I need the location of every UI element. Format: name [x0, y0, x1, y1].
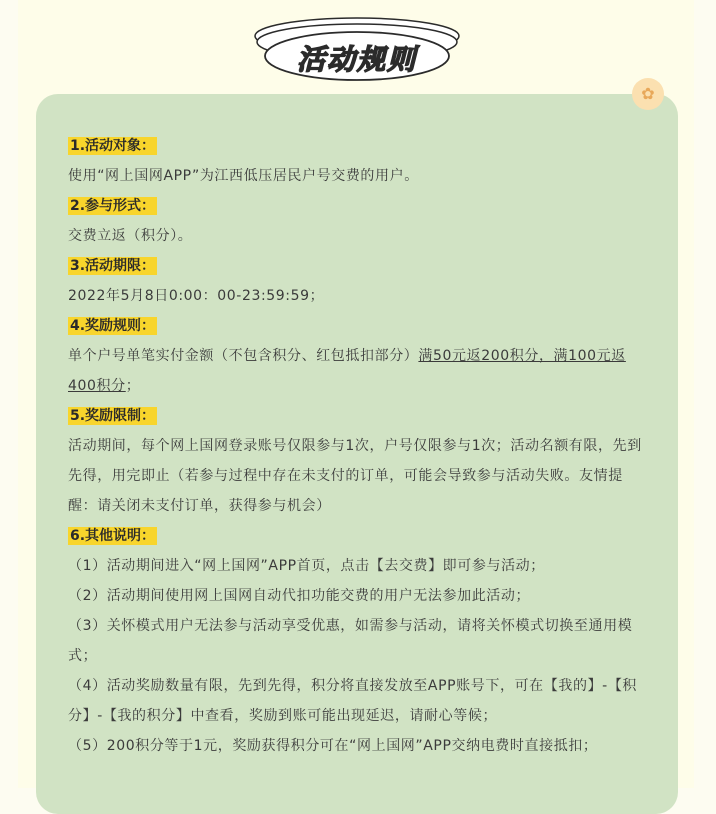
other-note-5: （5）200积分等于1元，奖励获得积分可在“网上国网”APP交纳电费时直接抵扣； — [68, 738, 598, 754]
rules-content — [68, 131, 648, 761]
section-text-reward-rules: 单个户号单笔实付金额（不包含积分、红包抵扣部分）满50元返200积分，满100元返400积分； — [68, 348, 626, 394]
section-text-reward-limits: 活动期间，每个网上国网登录账号仅限参与1次，户号仅限参与1次；活动名额有限，先到先得，用完即止（若参与过程中存在未支付的订单，可能会导致参与活动失败。友情提醒：请关闭未支付订单，获得参与机会） — [68, 438, 642, 514]
other-note-2: （2）活动期间使用网上国网自动代扣功能交费的用户无法参加此活动； — [68, 588, 531, 604]
flower-icon: ✿ — [632, 78, 664, 110]
section-heading-form: 2.参与形式： — [70, 198, 156, 214]
section-heading-reward-rules: 4.奖励规则： — [70, 318, 156, 334]
section-text-form: 交费立返（积分）。 — [68, 228, 193, 244]
section-text-period: 2022年5月8日0:00：00-23:59:59； — [68, 288, 325, 304]
page-title: 活动规则 — [296, 43, 417, 76]
other-note-4: （4）活动奖励数量有限，先到先得，积分将直接发放至APP账号下，可在【我的】-【积分】-【我的积分】中查看，奖励到账可能出现延迟，请耐心等候； — [68, 678, 638, 724]
section-heading-other: 6.其他说明： — [70, 528, 156, 544]
reward-amount-underlined: 满50元返200积分，满100元返400积分 — [68, 348, 626, 394]
other-note-3: （3）关怀模式用户无法参与活动享受优惠，如需参与活动，请将关怀模式切换至通用模式； — [68, 618, 633, 664]
section-text-target: 使用“网上国网APP”为江西低压居民户号交费的用户。 — [68, 168, 419, 184]
section-heading-target: 1.活动对象： — [70, 138, 156, 154]
section-heading-reward-limits: 5.奖励限制： — [70, 408, 156, 424]
other-note-1: （1）活动期间进入“网上国网”APP首页，点击【去交费】即可参与活动； — [68, 558, 545, 574]
title-banner — [252, 14, 462, 84]
section-heading-period: 3.活动期限： — [70, 258, 156, 274]
